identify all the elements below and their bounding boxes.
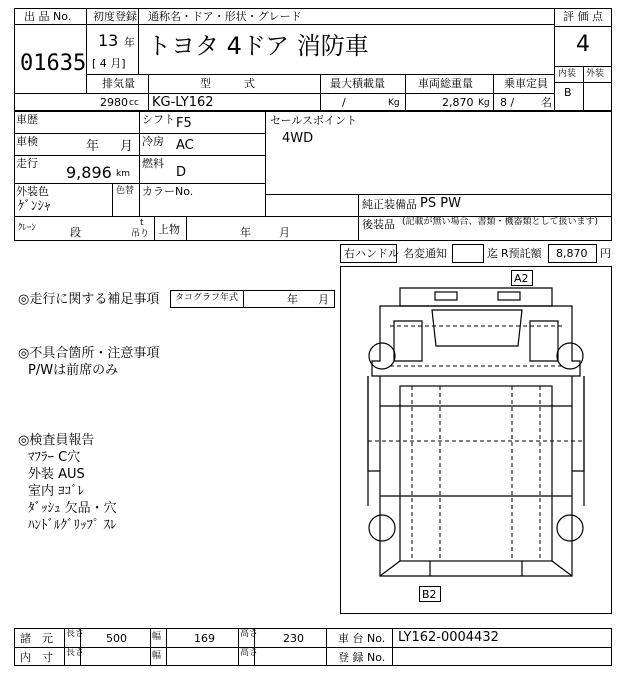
length-value: 500	[106, 632, 127, 645]
tachograph-month: 月	[318, 293, 329, 306]
max-load-value: /	[342, 96, 346, 109]
reg-label: 登 録 No.	[338, 651, 386, 664]
fuel-value: D	[176, 165, 187, 180]
dims-label: 諸 元	[20, 632, 53, 645]
year-value: 13	[98, 31, 119, 50]
crane-label: ｸﾚｰﾝ	[18, 223, 37, 233]
capacity-label: 乗車定員	[504, 77, 548, 90]
inspector-line-2: 外装 AUS	[28, 467, 85, 482]
inspection-year: 年	[86, 139, 100, 154]
aftermarket-note: (記載が無い場合、書類・機器類として扱います)	[402, 217, 599, 227]
inner-width-label: 幅	[152, 651, 162, 661]
displacement-unit: cc	[129, 98, 139, 108]
inspection-month: 月	[120, 139, 134, 154]
inner-dims-label: 内 寸	[20, 651, 53, 664]
aftermarket-label: 後装品	[362, 218, 395, 231]
max-load-unit: Kg	[388, 98, 400, 108]
gross-weight-value: 2,870	[442, 96, 474, 109]
capacity-unit: 名	[541, 96, 552, 109]
inner-height-label: 高さ	[240, 648, 259, 658]
model-label: 型 式	[200, 77, 255, 90]
ac-value: AC	[176, 138, 194, 153]
gross-weight-unit: Kg	[478, 98, 490, 108]
ext-color-label: 外装色	[16, 185, 49, 198]
marker-a2: A2	[514, 272, 529, 285]
mileage-unit: km	[116, 169, 130, 179]
tachograph-year: 年	[287, 293, 298, 306]
tachograph-label: タコグラフ年式	[175, 293, 239, 303]
color-code-label: カラーNo.	[142, 185, 194, 198]
capacity-value: 8 /	[500, 96, 515, 109]
driving-notes-title: ◎走行に関する補足事項	[18, 292, 160, 307]
lot-label: 出 品 No.	[24, 10, 72, 23]
year-unit: 年	[124, 36, 135, 49]
length-label: 長さ	[66, 629, 85, 639]
vehicle-diagram	[340, 266, 612, 614]
chassis-value: LY162-0004432	[398, 630, 499, 645]
inspector-line-3: 室内 ﾖｺﾞﾚ	[28, 484, 85, 499]
ac-label: 冷房	[142, 135, 164, 148]
score-value: 4	[576, 32, 590, 57]
lot-number: 01635	[20, 51, 87, 76]
exterior-label: 外装	[586, 69, 605, 79]
mileage-label: 走行	[16, 157, 38, 170]
interior-grade: B	[564, 86, 572, 99]
name-change-label: 名変通知	[403, 247, 447, 260]
steering-value: 右ハンドル	[344, 247, 399, 260]
fuel-label: 燃料	[142, 157, 164, 170]
shift-label: シフト	[142, 113, 175, 126]
inspector-line-1: ﾏﾌﾗｰ C穴	[28, 450, 81, 465]
displacement-label: 排気量	[102, 77, 135, 90]
inspector-line-4: ﾀﾞｯｼｭ 欠品・穴	[28, 501, 117, 516]
mileage-value: 9,896	[66, 163, 112, 182]
score-label: 評 価 点	[563, 10, 603, 23]
name-change-box	[452, 244, 484, 263]
gross-weight-label: 車両総重量	[418, 77, 473, 90]
r-amount-unit: 円	[600, 247, 611, 260]
inspection-label: 車検	[16, 135, 38, 148]
crane-lift: 吊り	[131, 229, 150, 239]
max-load-label: 最大積載量	[330, 77, 385, 90]
ext-color-value: ｹﾞﾝｼｬ	[18, 199, 51, 214]
defects-title: ◎不具合箇所・注意事項	[18, 346, 160, 361]
equipment-label: 純正装備品	[362, 198, 417, 211]
chassis-label: 車 台 No.	[338, 632, 386, 645]
displacement-value: 2980	[100, 96, 128, 109]
width-label: 幅	[152, 632, 162, 642]
height-value: 230	[283, 632, 304, 645]
sales-point-value: 4WD	[282, 131, 314, 146]
equipment-value: PS PW	[420, 196, 461, 211]
crane-tons: t	[140, 218, 144, 228]
first-reg-label: 初度登録	[93, 10, 137, 23]
sales-point-label: セールスポイント	[270, 114, 358, 127]
marker-b2: B2	[422, 588, 437, 601]
deadline-label: 迄	[487, 247, 498, 260]
r-amount-value: 8,870	[556, 247, 588, 260]
width-value: 169	[194, 632, 215, 645]
inner-length-label: 長さ	[66, 648, 85, 658]
upper-year: 年	[240, 226, 251, 239]
defects-text: P/Wは前席のみ	[28, 363, 119, 378]
shift-value: F5	[176, 116, 192, 131]
height-label: 高さ	[240, 629, 259, 639]
month-bracket: [ 4 月]	[92, 57, 126, 70]
crane-stage: 段	[70, 226, 81, 239]
model-value: KG-LY162	[152, 95, 214, 110]
inspector-line-5: ﾊﾝﾄﾞﾙｸﾞﾘｯﾌﾟ ｽﾚ	[28, 518, 117, 533]
r-mileage-label: R预託額	[501, 247, 542, 260]
color-change-label: 色替	[116, 186, 135, 196]
interior-label: 内装	[558, 69, 577, 79]
upper-month: 月	[279, 226, 290, 239]
car-name: トヨタ 4ドア 消防車	[147, 32, 369, 60]
inspector-title: ◎検査員報告	[18, 433, 95, 448]
car-name-label: 通称名・ドア・形状・グレード	[148, 10, 302, 23]
upper-label: 上物	[158, 223, 180, 236]
history-label: 車歴	[16, 113, 38, 126]
